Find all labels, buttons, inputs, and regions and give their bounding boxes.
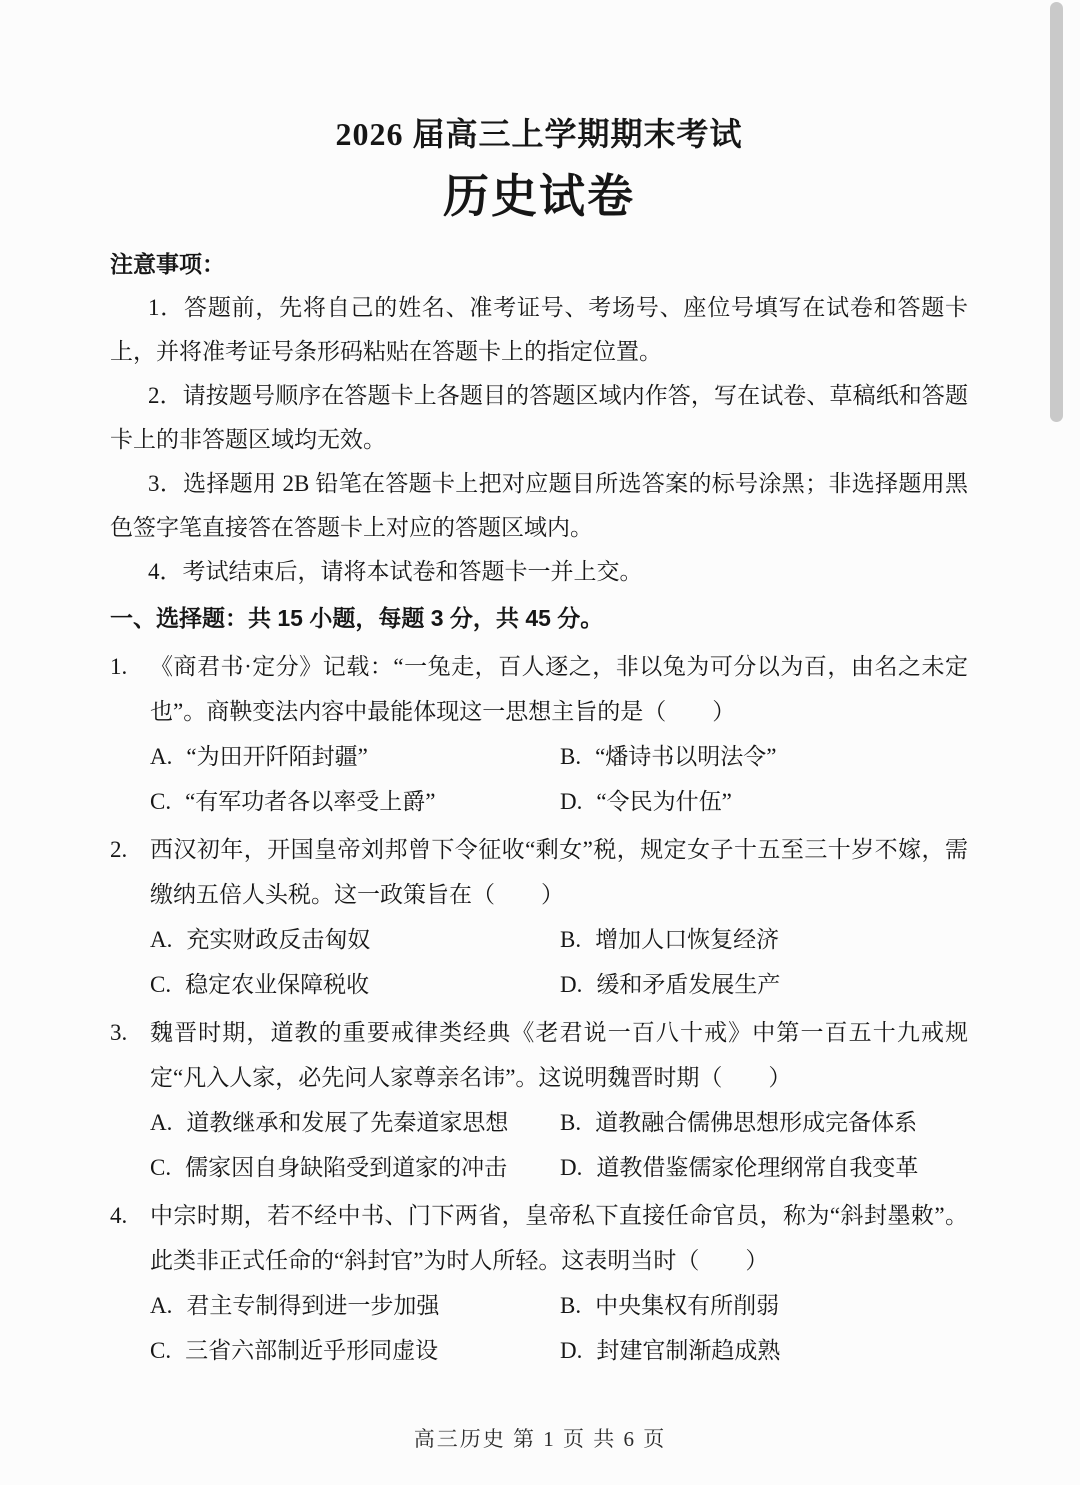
question-4-stem: 中宗时期，若不经中书、门下两省，皇帝私下直接任命官员，称为“斜封墨敕”。此类非正式任命的“斜封官”为时人所轻。这表明当时（ ） [150, 1203, 968, 1273]
question-3-options [150, 1100, 968, 1190]
option-text: 道教融合儒佛思想形成完备体系 [595, 1110, 918, 1135]
option-text: “为田开阡陌封疆” [186, 744, 368, 769]
option-text: 三省六部制近乎形同虚设 [185, 1338, 439, 1363]
option-label: A. [150, 1293, 173, 1318]
question-2-option-b [560, 917, 968, 962]
question-4-option-a [150, 1283, 560, 1328]
question-4-options [150, 1283, 968, 1373]
question-2-option-d [560, 962, 968, 1007]
question-1-option-a [150, 734, 560, 779]
option-label: D. [560, 1155, 583, 1180]
note-item-3: 3．选择题用 2B 铅笔在答题卡上把对应题目所选答案的标号涂黑；非选择题用黑色签字笔直接答在答题卡上对应的答题区域内。 [110, 471, 968, 540]
question-2-options [150, 917, 968, 1007]
note-item-2: 2．请按题号顺序在答题卡上各题目的答题区域内作答，写在试卷、草稿纸和答题卡上的非答题区域均无效。 [110, 383, 968, 452]
question-1-option-c [150, 779, 560, 824]
question-4-number: 4. [110, 1203, 128, 1228]
question-1-option-d [560, 779, 968, 824]
option-label: D. [560, 972, 583, 997]
option-label: D. [560, 789, 583, 814]
question-2-stem: 西汉初年，开国皇帝刘邦曾下令征收“剩女”税，规定女子十五至三十岁不嫁，需缴纳五倍人头税。这一政策旨在（ ） [150, 837, 968, 907]
option-label: B. [560, 1110, 582, 1135]
question-1-number: 1. [110, 654, 128, 679]
question-3-option-d [560, 1145, 968, 1190]
option-text: 封建官制渐趋成熟 [596, 1338, 781, 1363]
question-2-option-a [150, 917, 560, 962]
option-text: 道教继承和发展了先秦道家思想 [186, 1110, 509, 1135]
question-3-number: 3. [110, 1020, 128, 1045]
option-text: 道教借鉴儒家伦理纲常自我变革 [596, 1155, 919, 1180]
option-text: 缓和矛盾发展生产 [596, 972, 781, 997]
question-4-option-c [150, 1328, 560, 1373]
option-label: A. [150, 1110, 173, 1135]
question-1-stem: 《商君书·定分》记载：“一兔走，百人逐之，非以兔为可分以为百，由名之未定也”。商鞅变法内容中最能体现这一思想主旨的是（ ） [150, 654, 968, 724]
question-2 [110, 827, 968, 1007]
page-footer: 高三历史 第 1 页 共 6 页 [413, 1427, 667, 1451]
note-item-4: 4．考试结束后，请将本试卷和答题卡一并上交。 [148, 559, 643, 584]
question-1 [110, 644, 968, 824]
option-label: B. [560, 1293, 582, 1318]
option-label: C. [150, 972, 172, 997]
option-label: A. [150, 927, 173, 952]
option-text: “有军功者各以率受上爵” [185, 789, 436, 814]
option-text: “燔诗书以明法令” [595, 744, 777, 769]
question-1-body [150, 644, 968, 824]
question-4 [110, 1193, 968, 1373]
option-text: 充实财政反击匈奴 [186, 927, 371, 952]
option-label: A. [150, 744, 173, 769]
option-label: C. [150, 1338, 172, 1363]
question-3-option-a [150, 1100, 560, 1145]
notes-heading: 注意事项： [110, 251, 225, 277]
option-text: “令民为什伍” [596, 789, 732, 814]
option-text: 增加人口恢复经济 [595, 927, 780, 952]
option-label: B. [560, 744, 582, 769]
option-label: D. [560, 1338, 583, 1363]
option-label: C. [150, 789, 172, 814]
question-4-body [150, 1193, 968, 1373]
option-label: C. [150, 1155, 172, 1180]
question-1-options [150, 734, 968, 824]
question-3-body [150, 1010, 968, 1190]
question-3 [110, 1010, 968, 1190]
option-text: 中央集权有所削弱 [595, 1293, 780, 1318]
question-3-stem: 魏晋时期，道教的重要戒律类经典《老君说一百八十戒》中第一百五十九戒规定“凡入人家，必先问人家尊亲名讳”。这说明魏晋时期（ ） [150, 1020, 968, 1090]
question-4-option-d [560, 1328, 968, 1373]
question-1-option-b [560, 734, 968, 779]
scrollbar-thumb[interactable] [1050, 2, 1063, 422]
option-label: B. [560, 927, 582, 952]
question-3-option-b [560, 1100, 968, 1145]
subject-title: 历史试卷 [443, 171, 635, 222]
question-2-body [150, 827, 968, 1007]
option-text: 君主专制得到进一步加强 [186, 1293, 440, 1318]
option-text: 稳定农业保障税收 [185, 972, 370, 997]
question-3-option-c [150, 1145, 560, 1190]
option-text: 儒家因自身缺陷受到道家的冲击 [185, 1155, 508, 1180]
section-heading: 一、选择题：共 15 小题，每题 3 分，共 45 分。 [110, 605, 604, 631]
exam-title: 2026 届高三上学期期末考试 [335, 116, 743, 152]
question-2-option-c [150, 962, 560, 1007]
note-item-1: 1．答题前，先将自己的姓名、准考证号、考场号、座位号填写在试卷和答题卡上，并将准考证号条形码粘贴在答题卡上的指定位置。 [110, 295, 968, 364]
question-2-number: 2. [110, 837, 128, 862]
question-4-option-b [560, 1283, 968, 1328]
